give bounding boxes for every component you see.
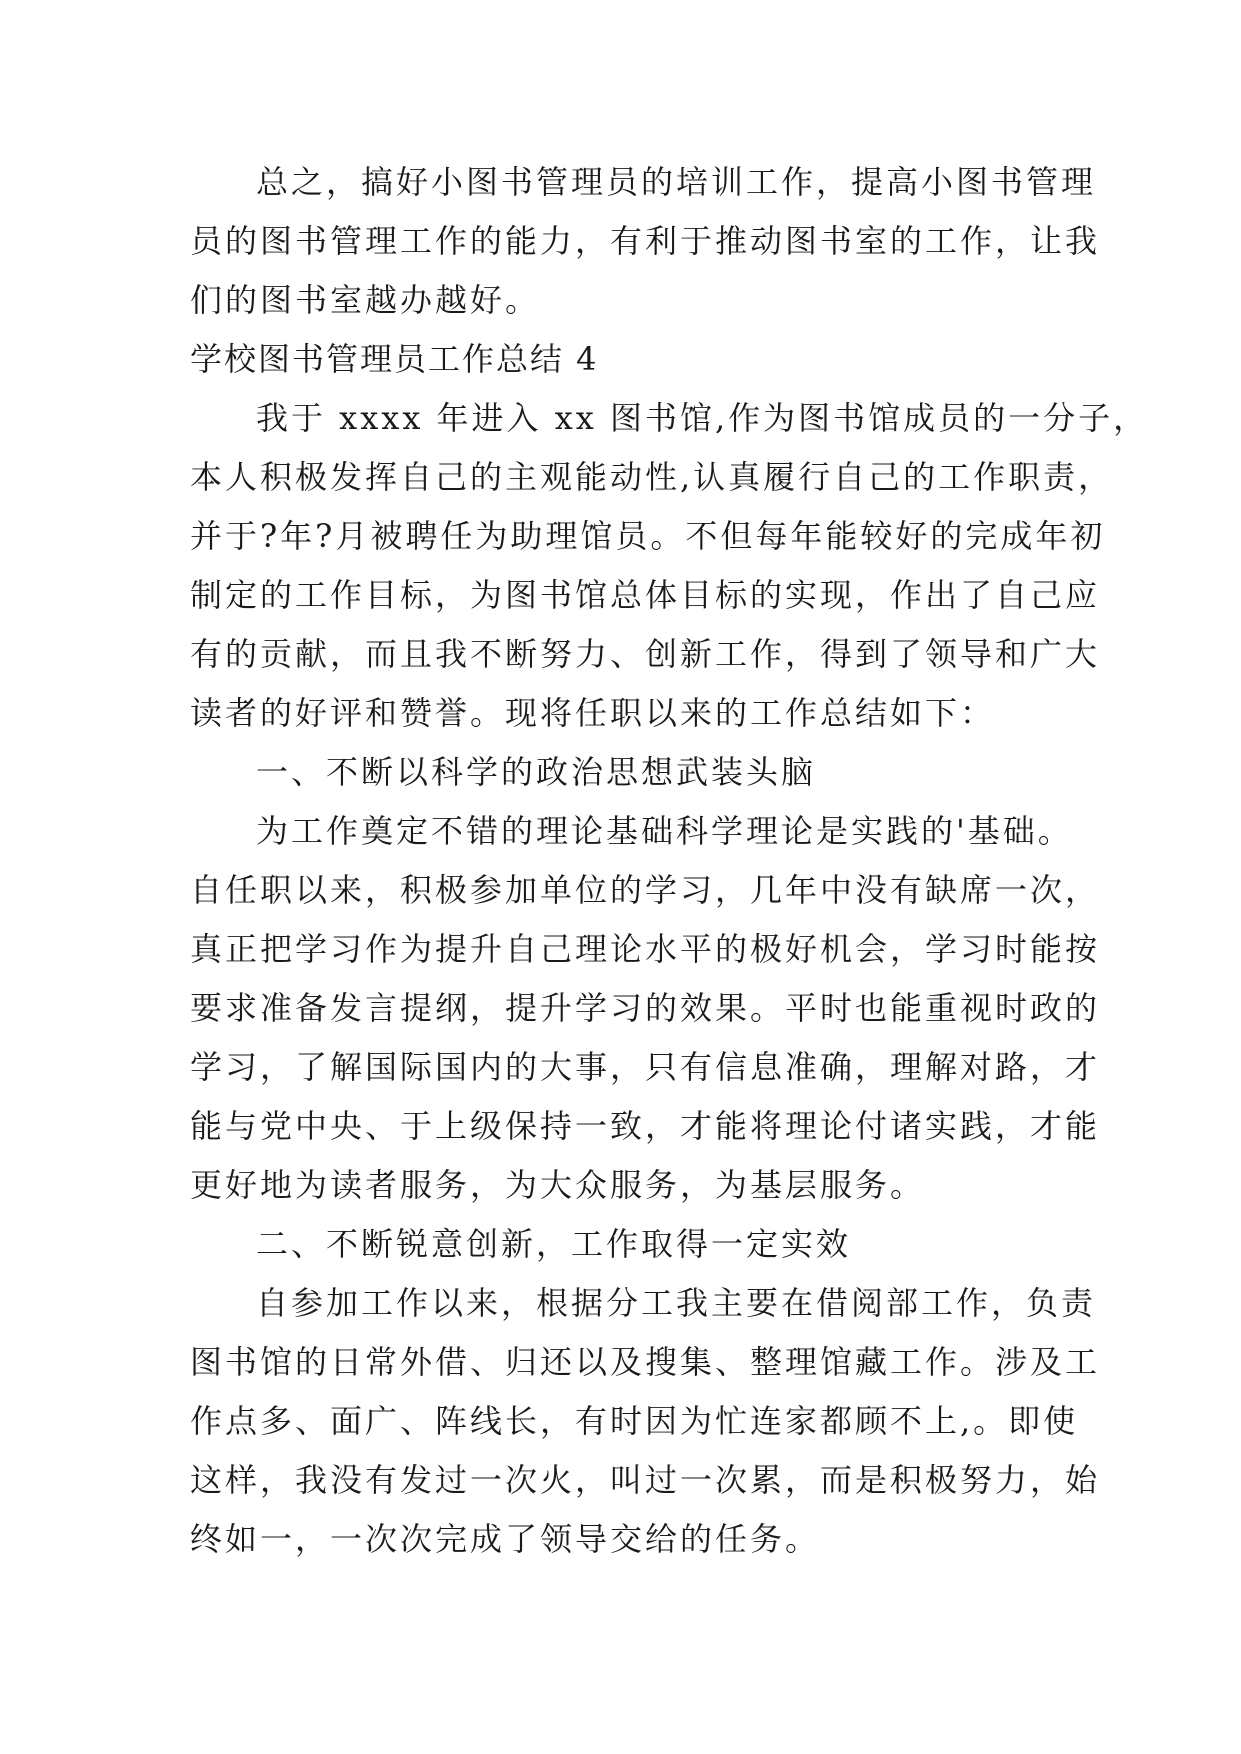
paragraph-line: 读者的好评和赞誉。现将任职以来的工作总结如下：	[190, 694, 996, 732]
paragraph-line: 作点多、面广、阵线长，有时因为忙连家都顾不上,。即使	[190, 1402, 1079, 1440]
subheading-line: 一、不断以科学的政治思想武装头脑	[256, 753, 817, 791]
paragraph-line: 有的贡献，而且我不断努力、创新工作，得到了领导和广大	[190, 635, 1101, 673]
paragraph-line: 这样，我没有发过一次火，叫过一次累，而是积极努力，始	[190, 1461, 1101, 1499]
paragraph-line: 终如一，一次次完成了领导交给的任务。	[190, 1520, 821, 1558]
paragraph-line: 并于?年?月被聘任为助理馆员。不但每年能较好的完成年初	[190, 517, 1106, 555]
paragraph-line: 自参加工作以来，根据分工我主要在借阅部工作，负责	[256, 1284, 1097, 1322]
subheading-line: 二、不断锐意创新，工作取得一定实效	[256, 1225, 852, 1263]
paragraph-line: 学习，了解国际国内的大事，只有信息准确，理解对路，才	[190, 1048, 1101, 1086]
paragraph-line: 要求准备发言提纲，提升学习的效果。平时也能重视时政的	[190, 989, 1101, 1027]
document-body	[190, 153, 1149, 1569]
paragraph-line: 本人积极发挥自己的主观能动性,认真履行自己的工作职责，	[190, 458, 1114, 496]
paragraph-line: 员的图书管理工作的能力，有利于推动图书室的工作，让我	[190, 222, 1101, 260]
paragraph-line: 我于 xxxx 年进入 xx 图书馆,作为图书馆成员的一分子，	[256, 399, 1149, 437]
paragraph-line: 真正把学习作为提升自己理论水平的极好机会，学习时能按	[190, 930, 1101, 968]
section-title: 学校图书管理员工作总结 4	[190, 340, 599, 378]
paragraph-line: 更好地为读者服务，为大众服务，为基层服务。	[190, 1166, 926, 1204]
paragraph-line: 自任职以来，积极参加单位的学习，几年中没有缺席一次，	[190, 871, 1101, 909]
paragraph-line: 总之，搞好小图书管理员的培训工作，提高小图书管理	[256, 163, 1097, 201]
paragraph-line: 们的图书室越办越好。	[190, 281, 541, 319]
paragraph-line: 图书馆的日常外借、归还以及搜集、整理馆藏工作。涉及工	[190, 1343, 1101, 1381]
paragraph-line: 制定的工作目标，为图书馆总体目标的实现，作出了自己应	[190, 576, 1101, 614]
paragraph-line: 能与党中央、于上级保持一致，才能将理论付诸实践，才能	[190, 1107, 1101, 1145]
paragraph-line: 为工作奠定不错的理论基础科学理论是实践的'基础。	[256, 812, 1073, 850]
